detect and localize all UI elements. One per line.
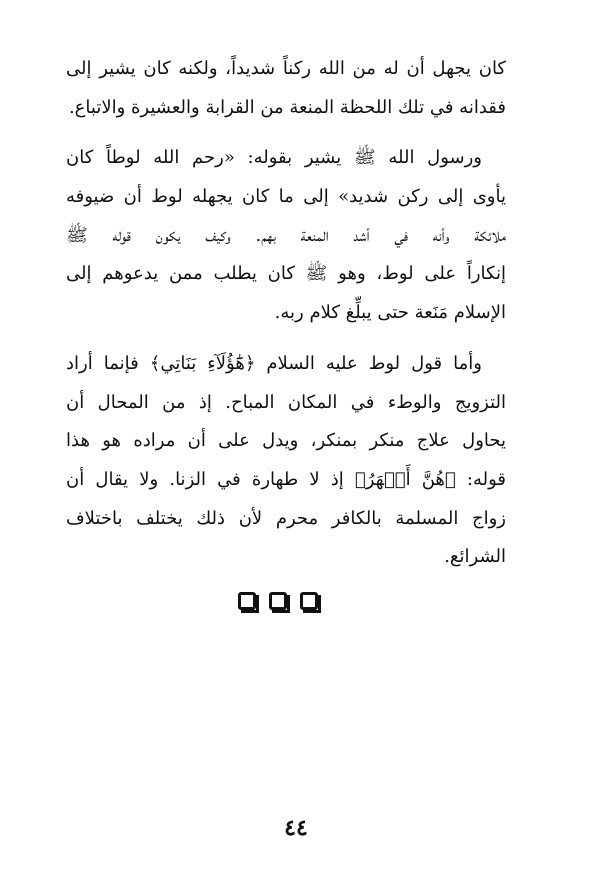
text-line: ورسول الله ﷺ يشير بقوله: «رحم الله لوطاً كان — [66, 147, 482, 169]
square-ornament-icon — [238, 592, 256, 610]
text-line: إنكاراً على لوط، وهو ﷺ كان يطلب ممن يدعوهم إلى — [66, 263, 506, 285]
text-line: قوله: ﴿هُنَّ أَطۡهَرُ﴾ إذ لا طهارة في الزنا. ولا يقال أن — [66, 468, 506, 490]
text-line: التزويج والوطء في المكان المباح. إذ من المحال أن — [66, 391, 506, 413]
text-line: الشرائع. — [444, 546, 506, 568]
text-line: وأما قول لوط عليه السلام ﴿هَٰٓؤُلَآءِ بَنَاتِي﴾ فإنما أراد — [66, 352, 482, 374]
text-line: يأوى إلى ركن شديد» إلى ما كان يجهله لوط أن ضيوفه — [66, 186, 506, 208]
text-line: يحاول علاج منكر بمنكر، ويدل على أن مراده هو هذا — [66, 430, 506, 452]
square-ornament-icon — [300, 592, 318, 610]
paragraph-1 — [66, 50, 506, 127]
section-divider-ornament — [238, 592, 318, 616]
page-number: ٤٤ — [284, 815, 308, 841]
text-line: زواج المسلمة بالكافر محرم لأن ذلك يختلف باختلاف — [66, 507, 506, 529]
text-line: الإسلام مَنَعة حتى يبلِّغ كلام ربه. — [274, 302, 506, 324]
paragraph-3 — [66, 345, 506, 577]
text-line: كان يجهل أن له من الله ركناً شديداً، ولكنه كان يشير إلى — [66, 58, 506, 79]
square-ornament-icon — [269, 592, 287, 610]
text-line: ملائكة وأنه في أشد المنعة بهم. وكيف يكون قوله ﷺ — [66, 224, 506, 246]
text-line: فقدانه في تلك اللحظة المنعة من القرابة والعشيرة والاتباع. — [68, 96, 506, 118]
paragraph-2 — [66, 139, 506, 332]
page-body — [66, 50, 506, 577]
